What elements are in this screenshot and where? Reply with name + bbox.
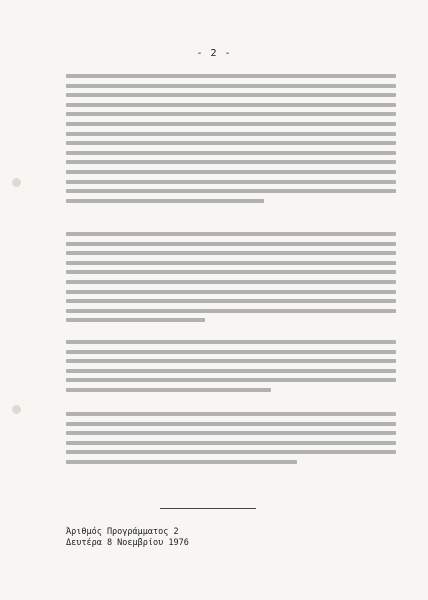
program-number: Ἀριθμός Προγράμματος 2 bbox=[66, 527, 179, 537]
text-line bbox=[66, 170, 396, 174]
paragraph-2 bbox=[66, 232, 396, 328]
text-line bbox=[66, 199, 264, 203]
text-line bbox=[66, 441, 396, 445]
text-line bbox=[66, 450, 396, 454]
paragraph-1 bbox=[66, 74, 396, 208]
text-line bbox=[66, 251, 396, 255]
program-date: Δευτέρα 8 Νοεμβρίου 1976 bbox=[66, 538, 189, 548]
text-line bbox=[66, 369, 396, 373]
text-line bbox=[66, 412, 396, 416]
binder-hole-icon bbox=[12, 405, 21, 414]
text-line bbox=[66, 242, 396, 246]
text-line bbox=[66, 141, 396, 145]
paragraph-4 bbox=[66, 412, 396, 470]
binder-holes bbox=[12, 0, 22, 600]
text-line bbox=[66, 290, 396, 294]
text-line bbox=[66, 270, 396, 274]
text-line bbox=[66, 460, 297, 464]
text-line bbox=[66, 122, 396, 126]
page-number: - 2 - bbox=[196, 48, 232, 59]
text-line bbox=[66, 132, 396, 136]
text-line bbox=[66, 359, 396, 363]
text-line bbox=[66, 422, 396, 426]
text-line bbox=[66, 151, 396, 155]
text-line bbox=[66, 103, 396, 107]
text-line bbox=[66, 160, 396, 164]
separator-rule bbox=[160, 508, 256, 509]
binder-hole-icon bbox=[12, 178, 21, 187]
text-line bbox=[66, 318, 205, 322]
text-line bbox=[66, 189, 396, 193]
text-line bbox=[66, 340, 396, 344]
text-line bbox=[66, 431, 396, 435]
text-line bbox=[66, 309, 396, 313]
program-footer bbox=[66, 527, 189, 549]
text-line bbox=[66, 261, 396, 265]
text-line bbox=[66, 93, 396, 97]
text-line bbox=[66, 350, 396, 354]
text-line bbox=[66, 388, 271, 392]
text-line bbox=[66, 180, 396, 184]
text-line bbox=[66, 378, 396, 382]
paragraph-3 bbox=[66, 340, 396, 398]
text-line bbox=[66, 232, 396, 236]
text-line bbox=[66, 299, 396, 303]
text-line bbox=[66, 112, 396, 116]
text-line bbox=[66, 84, 396, 88]
text-line bbox=[66, 280, 396, 284]
text-line bbox=[66, 74, 396, 78]
